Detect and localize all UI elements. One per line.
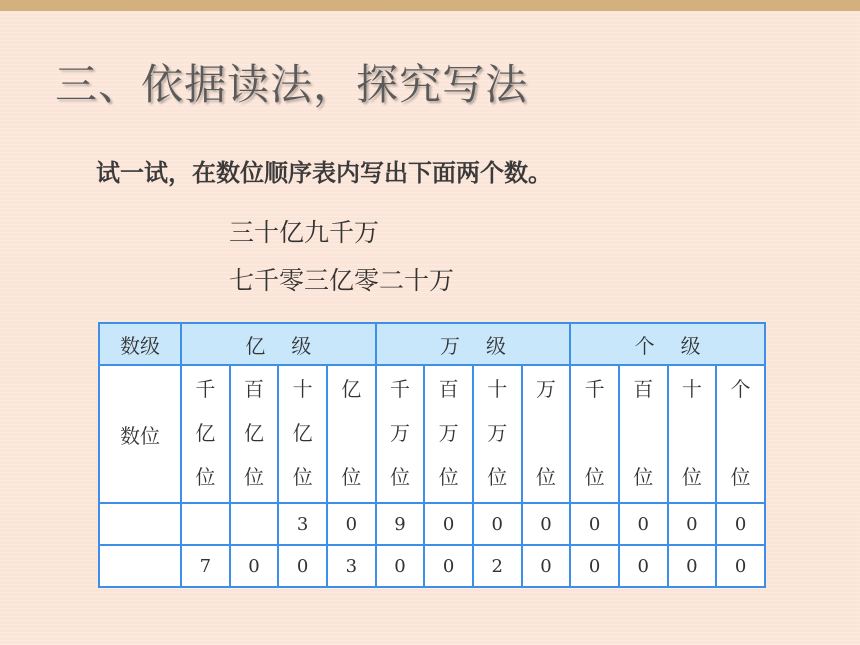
value-row-label [99,545,181,587]
digit-cell: 2 [473,545,522,587]
digit-cell: 0 [716,545,765,587]
digit-cell: 7 [181,545,230,587]
digit-cell: 0 [230,545,279,587]
group-ge [570,323,765,365]
place-cell: 百 位 [619,365,668,503]
number-1: 三十亿九千万 [229,218,380,247]
place-cell: 十 位 [668,365,717,503]
place-row-label: 数位 [99,365,181,503]
digit-cell: 0 [668,503,717,545]
group-ge-first: 个 [634,333,655,358]
group-yi-second: 级 [291,333,312,358]
digit-cell: 0 [424,545,473,587]
place-cell: 百 万 位 [424,365,473,503]
group-wan [376,323,571,365]
digit-cell [181,503,230,545]
digit-cell: 0 [570,545,619,587]
digit-cell: 0 [473,503,522,545]
group-header-row [99,323,765,365]
digit-cell: 0 [522,545,571,587]
place-cell: 十 亿 位 [278,365,327,503]
digit-cell: 0 [424,503,473,545]
digit-cell: 0 [327,503,376,545]
group-wan-second: 级 [485,333,506,358]
group-wan-first: 万 [439,333,460,358]
digit-cell: 3 [278,503,327,545]
place-cell: 万 位 [522,365,571,503]
digit-cell: 0 [716,503,765,545]
place-cell: 个 位 [716,365,765,503]
value-row-label [99,503,181,545]
digit-cell: 0 [376,545,425,587]
value-row-1 [99,503,765,545]
digit-cell: 0 [668,545,717,587]
group-header-label: 数级 [99,323,181,365]
group-ge-second: 级 [680,333,701,358]
digit-cell: 3 [327,545,376,587]
slide-title: 三、依据读法，探究写法 [55,60,529,109]
digit-cell: 0 [278,545,327,587]
digit-cell: 0 [619,545,668,587]
place-cell: 千 万 位 [376,365,425,503]
top-accent-bar [0,0,860,11]
place-row [99,365,765,503]
group-yi [181,323,376,365]
digit-cell [230,503,279,545]
place-value-table [98,322,766,588]
place-cell: 百 亿 位 [230,365,279,503]
digit-cell: 0 [522,503,571,545]
place-cell: 千 位 [570,365,619,503]
value-row-2 [99,545,765,587]
place-cell: 十 万 位 [473,365,522,503]
number-2: 七千零三亿零二十万 [229,266,455,295]
digit-cell: 9 [376,503,425,545]
digit-cell: 0 [619,503,668,545]
place-cell: 亿 位 [327,365,376,503]
group-yi-first: 亿 [245,333,266,358]
digit-cell: 0 [570,503,619,545]
place-cell: 千 亿 位 [181,365,230,503]
instruction-text: 试一试，在数位顺序表内写出下面两个数。 [96,159,552,187]
